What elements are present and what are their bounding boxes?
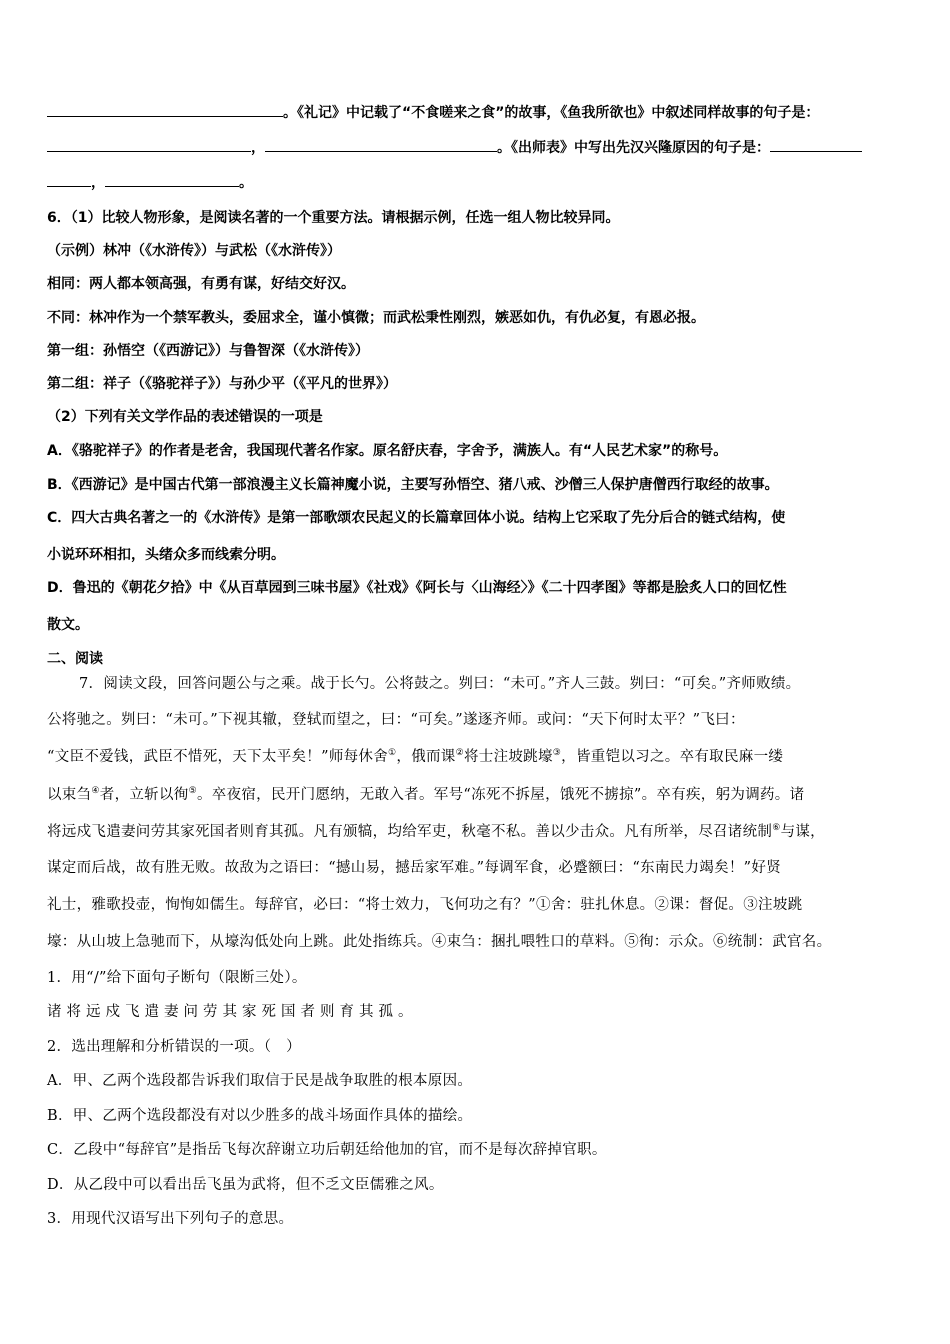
- answer-blank[interactable]: [47, 137, 251, 152]
- answer-blank[interactable]: [47, 172, 91, 187]
- footnote-mark: ②: [455, 748, 464, 759]
- q6-group-2: 第二组：祥子（《骆驼祥子》）与孙少平（《平凡的世界》）: [47, 376, 397, 392]
- q7-passage-line-2: 公将驰之。刿曰：“未可。”下视其辙，登轼而望之，曰：“可矣。”遂逐齐师。或问：“天下何时太平？”飞曰：: [47, 712, 745, 728]
- footnote-mark: ①: [388, 748, 397, 759]
- footnote-mark: ⑥: [772, 823, 781, 834]
- subquestion-2-option-d: D．从乙段中可以看出岳飞虽为武将，但不乏文臣儒雅之风。: [47, 1177, 444, 1193]
- subquestion-2-option-c: C．乙段中“每辞官”是指岳飞每次辞谢立功后朝廷给他加的官，而不是每次辞掉官职。: [47, 1142, 607, 1158]
- q6-option-d-1: D．鲁迅的《朝花夕拾》中《从百草园到三味书屋》《社戏》《阿长与〈山海经〉》《二十四孝图》等都是脍炙人口的回忆性: [47, 580, 787, 596]
- subquestion-3: 3．用现代汉语写出下列句子的意思。: [47, 1211, 294, 1227]
- q6-same: 相同：两人都本领高强，有勇有谋，好结交好汉。: [47, 276, 355, 292]
- q7-passage-line-6: 谋定而后战，故有胜无败。故敌为之语曰：“撼山易，撼岳家军难。”每调军食，必蹙额曰：“东南民力竭矣！”好贤: [47, 860, 781, 876]
- subquestion-2: 2．选出理解和分析错误的一项。（ ）: [47, 1039, 301, 1055]
- q6-example: （示例）林冲（《水浒传》）与武松（《水浒传》）: [47, 243, 341, 259]
- section-title: 二、阅读: [47, 651, 103, 667]
- footnote-mark: ④: [91, 786, 100, 797]
- q5-line-1: 。《礼记》中记载了“不食嗟来之食”的故事，《鱼我所欲也》中叙述同样故事的句子是：: [47, 102, 910, 123]
- q6-option-b: B．《西游记》是中国古代第一部浪漫主义长篇神魔小说，主要写孙悟空、猪八戒、沙僧三人保护唐僧西行取经的故事。: [47, 477, 779, 493]
- q6-diff: 不同：林冲作为一个禁军教头，委屈求全，谨小慎微；而武松秉性刚烈，嫉恶如仇，有仇必复，有恩必报。: [47, 310, 705, 326]
- subquestion-2-option-a: A．甲、乙两个选段都告诉我们取信于民是战争取胜的根本原因。: [47, 1073, 473, 1089]
- q5-line-3: ， 。: [47, 172, 910, 193]
- answer-blank[interactable]: [770, 137, 862, 152]
- q7-passage-line-1: 7．阅读文段，回答问题公与之乘。战于长勺。公将鼓之。刿曰：“未可。”齐人三鼓。刿曰：“可矣。”齐师败绩。: [79, 676, 801, 692]
- footnote-mark: ⑤: [188, 786, 197, 797]
- answer-blank[interactable]: [47, 102, 283, 117]
- q7-passage-line-7: 礼士，雅歌投壶，恂恂如儒生。每辞官，必曰：“将士效力，飞何功之有？”①舍：驻扎休息。②课：督促。③注坡跳: [47, 897, 803, 913]
- q6-option-c-2: 小说环环相扣，头绪众多而线索分明。: [47, 547, 285, 563]
- q7-passage-line-3: “文臣不爱钱，武臣不惜死，天下太平矣！”师每休舍①，俄而课②将士注坡跳壕③，皆重铠以习之。卒有取民麻一缕: [47, 748, 784, 765]
- q5-line-2: ， 。《出师表》中写出先汉兴隆原因的句子是：: [47, 137, 910, 158]
- q6-option-c-1: C．四大古典名著之一的《水浒传》是第一部歌颂农民起义的长篇章回体小说。结构上它采取了先分后合的链式结构，使: [47, 510, 786, 526]
- footnote-mark: ③: [552, 748, 562, 759]
- q6-part-2: （2）下列有关文学作品的表述错误的一项是: [47, 409, 323, 425]
- subquestion-1: 1．用“/”给下面句子断句（限断三处）。: [47, 970, 307, 986]
- q7-passage-line-8: 壕：从山坡上急驰而下，从壕沟低处向上跳。此处指练兵。④束刍：捆扎喂牲口的草料。⑤徇：示众。⑥统制：武官名。: [47, 934, 832, 950]
- answer-blank[interactable]: [105, 172, 239, 187]
- q6-option-d-2: 散文。: [47, 617, 89, 633]
- q7-passage-line-5: 将远戍飞遣妻问劳其家死国者则育其孤。凡有颁犒，均给军吏，秋毫不私。善以少击众。凡有所举，尽召诸统制⑥与谋，: [47, 823, 825, 840]
- q6-group-1: 第一组：孙悟空（《西游记》）与鲁智深（《水浒传》）: [47, 343, 369, 359]
- q7-passage-line-4: 以束刍④者，立斩以徇⑤。卒夜宿，民开门愿纳，无敢入者。军号“冻死不拆屋，饿死不掳掠”。卒有疾，躬为调药。诸: [47, 786, 805, 803]
- subquestion-1-sentence: 诸将远戍飞遣妻问劳其家死国者则育其孤。: [47, 1004, 418, 1020]
- subquestion-2-option-b: B．甲、乙两个选段都没有对以少胜多的战斗场面作具体的描绘。: [47, 1108, 473, 1124]
- answer-blank[interactable]: [265, 137, 497, 152]
- q6-option-a: A．《骆驼祥子》的作者是老舍，我国现代著名作家。原名舒庆春，字舍予，满族人。有“人民艺术家”的称号。: [47, 443, 728, 459]
- q6-intro: 6．（1）比较人物形象，是阅读名著的一个重要方法。请根据示例，任选一组人物比较异同。: [47, 210, 620, 226]
